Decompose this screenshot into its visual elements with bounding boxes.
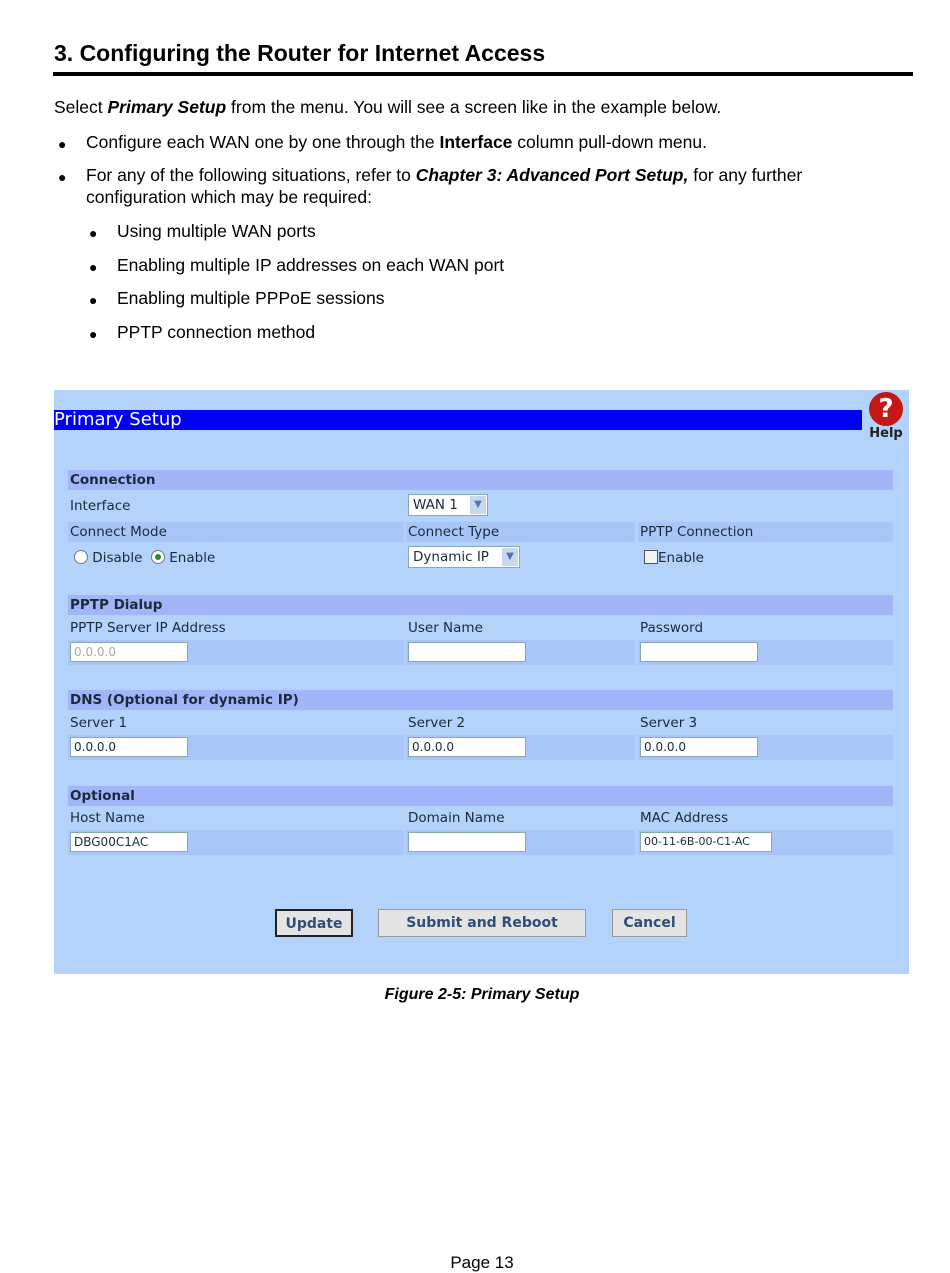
- primary-setup-screenshot: [54, 390, 909, 974]
- intro-bold: Primary Setup: [107, 97, 227, 117]
- intro-text: Select: [54, 97, 108, 117]
- password-input[interactable]: [640, 642, 758, 662]
- server2-label: Server 2: [408, 715, 466, 731]
- mac-address-input[interactable]: 00-11-6B-00-C1-AC: [640, 832, 772, 852]
- connect-type-select[interactable]: [408, 546, 520, 568]
- password-label: Password: [640, 620, 704, 636]
- server1-input[interactable]: 0.0.0.0: [70, 737, 188, 757]
- help-button[interactable]: [868, 392, 904, 441]
- update-button[interactable]: Update: [275, 909, 353, 937]
- pptp-enable-checkbox[interactable]: [644, 550, 658, 564]
- bullet-icon: ●: [89, 292, 98, 308]
- bullet-icon: ●: [58, 169, 67, 185]
- heading-rule: [53, 72, 913, 76]
- host-name-input[interactable]: DBG00C1AC: [70, 832, 188, 852]
- bullet-1: [86, 131, 707, 153]
- server2-input[interactable]: 0.0.0.0: [408, 737, 526, 757]
- page-number: Page 13: [450, 1253, 514, 1272]
- bullet-text-end: for any further: [688, 165, 803, 185]
- section-connection: Connection: [68, 470, 893, 490]
- section-heading: 3. Configuring the Router for Internet Access: [54, 40, 546, 66]
- connect-type-value: Dynamic IP: [413, 549, 489, 565]
- section-pptp-dialup: PPTP Dialup: [68, 595, 893, 615]
- section-dns: DNS (Optional for dynamic IP): [68, 690, 893, 710]
- submit-reboot-button[interactable]: Submit and Reboot: [378, 909, 586, 937]
- bullet-icon: ●: [89, 225, 98, 241]
- bullet-icon: ●: [89, 259, 98, 275]
- sub-bullet: Enabling multiple IP addresses on each WAN port: [117, 255, 505, 275]
- server3-input[interactable]: 0.0.0.0: [640, 737, 758, 757]
- interface-select[interactable]: [408, 494, 488, 516]
- sub-bullet: PPTP connection method: [117, 322, 316, 342]
- cancel-button[interactable]: Cancel: [612, 909, 687, 937]
- enable-radio[interactable]: [151, 550, 165, 564]
- help-label: Help: [869, 426, 903, 441]
- pptp-server-label: PPTP Server IP Address: [70, 620, 226, 636]
- user-name-input[interactable]: [408, 642, 526, 662]
- bullet-icon: ●: [58, 136, 67, 152]
- bullet-text: For any of the following situations, refer to: [86, 165, 416, 185]
- bullet-text-cont: configuration which may be required:: [86, 187, 372, 207]
- pptp-enable-label: Enable: [658, 550, 704, 566]
- help-icon: ?: [869, 392, 903, 426]
- connect-mode-radios: [74, 548, 215, 568]
- section-optional: Optional: [68, 786, 893, 806]
- connect-type-label: Connect Type: [408, 524, 500, 540]
- enable-label: Enable: [169, 550, 216, 566]
- sub-bullet: Using multiple WAN ports: [117, 221, 316, 241]
- bullet-bold: Interface: [439, 132, 513, 152]
- pptp-enable: [644, 548, 704, 568]
- figure-caption: Figure 2-5: Primary Setup: [384, 986, 580, 1003]
- intro-text-end: from the menu. You will see a screen like in the example below.: [226, 97, 722, 117]
- bullet-text: Configure each WAN one by one through the: [86, 132, 440, 152]
- bullet-icon: ●: [89, 326, 98, 342]
- domain-name-label: Domain Name: [408, 810, 505, 826]
- disable-radio[interactable]: [74, 550, 88, 564]
- server1-label: Server 1: [70, 715, 128, 731]
- sub-bullet: Enabling multiple PPPoE sessions: [117, 288, 385, 308]
- connect-mode-label: Connect Mode: [70, 524, 167, 540]
- bullet-2: [86, 164, 802, 208]
- chevron-down-icon: ▼: [502, 548, 518, 566]
- bullet-bold: Chapter 3: Advanced Port Setup,: [415, 165, 689, 185]
- screen-title: Primary Setup: [54, 410, 862, 430]
- pptp-connection-label: PPTP Connection: [640, 524, 754, 540]
- bullet-text-end: column pull-down menu.: [512, 132, 707, 152]
- chevron-down-icon: ▼: [470, 496, 486, 514]
- domain-name-input[interactable]: [408, 832, 526, 852]
- interface-label: Interface: [70, 498, 131, 514]
- interface-value: WAN 1: [413, 497, 458, 513]
- pptp-server-input[interactable]: 0.0.0.0: [70, 642, 188, 662]
- mac-address-label: MAC Address: [640, 810, 729, 826]
- user-name-label: User Name: [408, 620, 483, 636]
- intro-paragraph: [54, 96, 721, 118]
- server3-label: Server 3: [640, 715, 698, 731]
- disable-label: Disable: [92, 550, 143, 566]
- host-name-label: Host Name: [70, 810, 145, 826]
